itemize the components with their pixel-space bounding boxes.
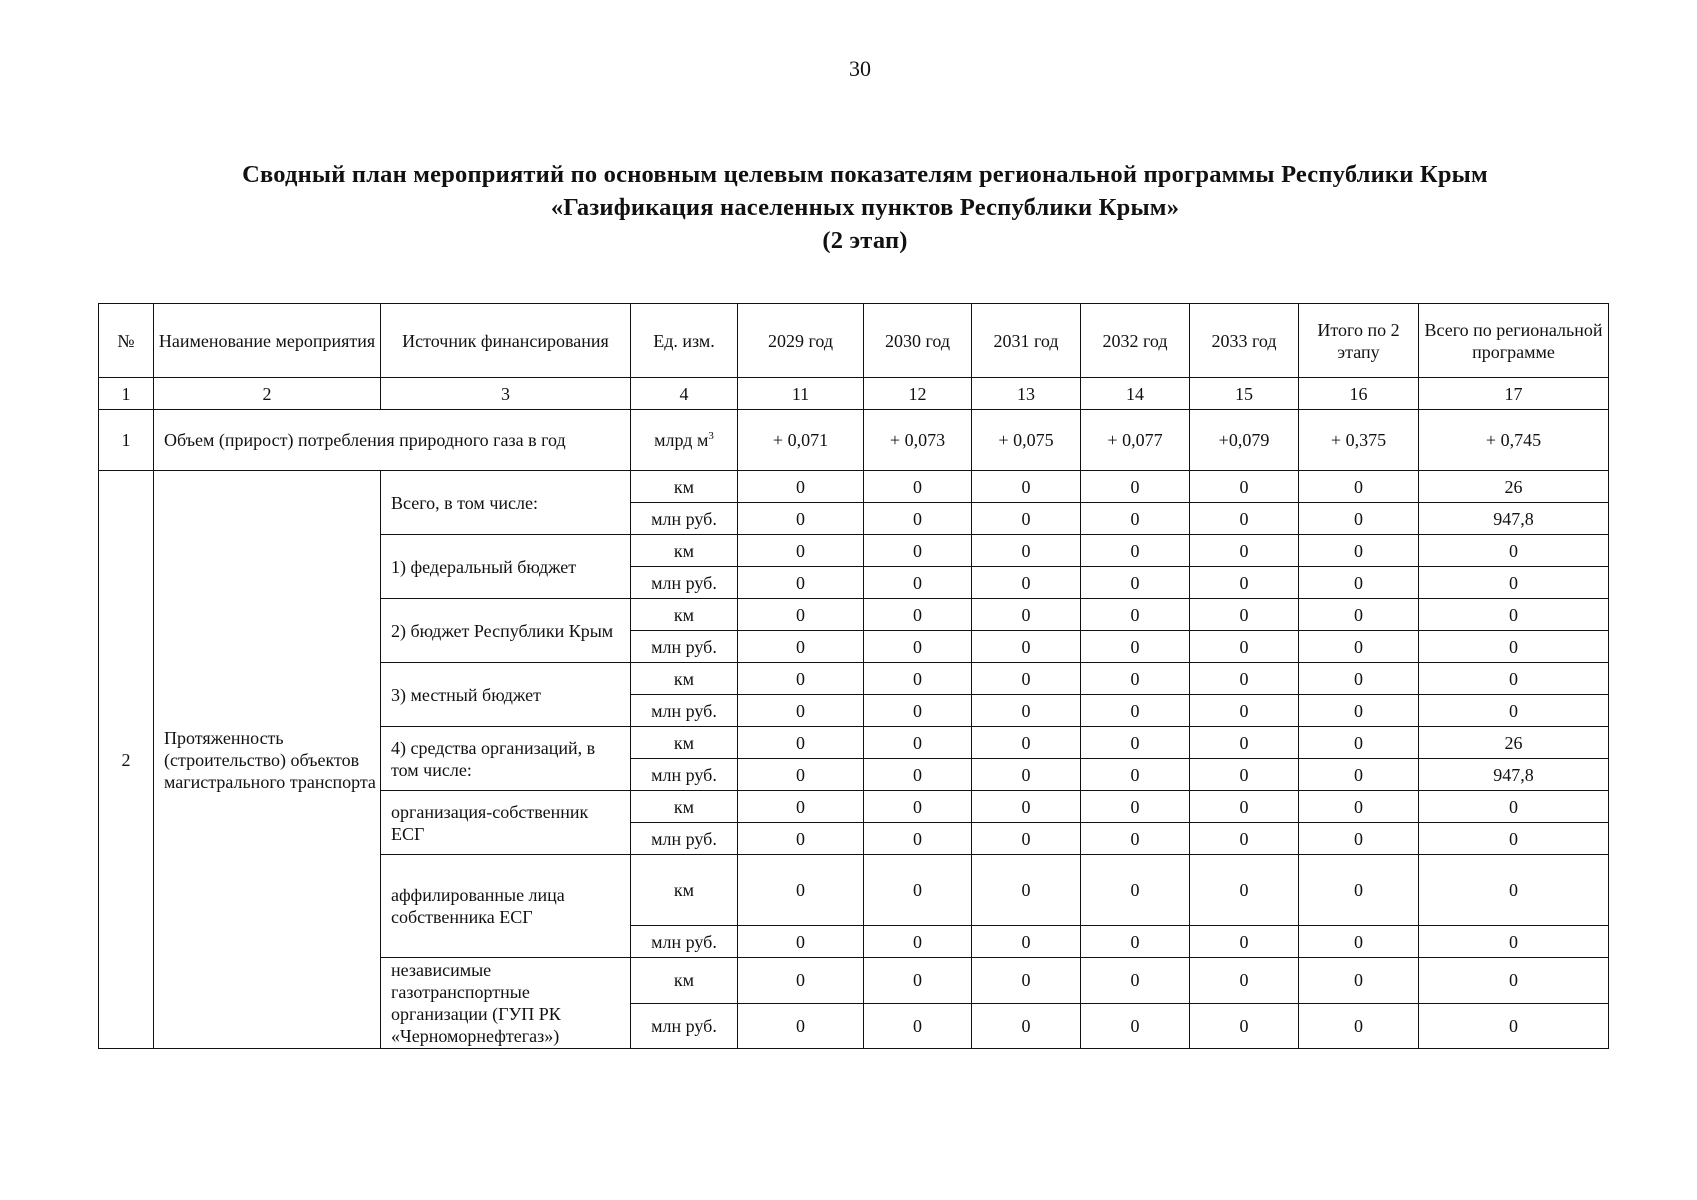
value-cell: 0 <box>1081 567 1190 599</box>
value-cell: 0 <box>1081 631 1190 663</box>
value-cell: 0 <box>1190 791 1299 823</box>
value-cell: 0 <box>972 567 1081 599</box>
value-cell: 0 <box>1190 471 1299 503</box>
value-cell: 0 <box>864 503 972 535</box>
col-number: 3 <box>381 378 631 410</box>
value-cell: 0 <box>1299 663 1419 695</box>
col-number: 1 <box>99 378 154 410</box>
value-cell: 0 <box>1081 1003 1190 1049</box>
header-cell: Источник финансирования <box>381 304 631 378</box>
financing-source: аффилированные лица собственника ЕСГ <box>381 855 631 958</box>
value-cell: 0 <box>972 663 1081 695</box>
unit-cell: км <box>631 791 738 823</box>
value-cell: 0 <box>1190 855 1299 926</box>
value-cell: 0 <box>1299 599 1419 631</box>
value-cell: 0 <box>1419 855 1609 926</box>
value-cell: 0 <box>972 503 1081 535</box>
header-cell: 2030 год <box>864 304 972 378</box>
col-number: 12 <box>864 378 972 410</box>
value-cell: 0 <box>1419 823 1609 855</box>
value-cell: 0 <box>1299 855 1419 926</box>
value-cell: 0 <box>1190 759 1299 791</box>
value-cell: 0 <box>864 759 972 791</box>
value-cell: 26 <box>1419 471 1609 503</box>
value-cell: 0 <box>1419 958 1609 1004</box>
value-cell: 0 <box>1081 471 1190 503</box>
value-cell: 0 <box>864 599 972 631</box>
unit-cell: млн руб. <box>631 1003 738 1049</box>
value-cell: 0 <box>1081 727 1190 759</box>
value-cell: 0 <box>1299 759 1419 791</box>
header-cell: Наименование мероприятия <box>154 304 381 378</box>
value-cell: 0 <box>972 823 1081 855</box>
table-row <box>99 471 1609 503</box>
financing-source: 3) местный бюджет <box>381 663 631 727</box>
row2-group <box>99 471 1609 1049</box>
value-cell: 0 <box>1190 663 1299 695</box>
plan-table <box>98 303 1609 1049</box>
unit-superscript: 3 <box>708 430 714 442</box>
value-cell: 0 <box>864 727 972 759</box>
value-cell: 0 <box>738 791 864 823</box>
unit-cell: млн руб. <box>631 759 738 791</box>
unit-cell: млн руб. <box>631 503 738 535</box>
value-cell: 0 <box>1190 1003 1299 1049</box>
value-cell: 0 <box>1299 958 1419 1004</box>
value-cell: 0 <box>1190 567 1299 599</box>
value-cell: 0 <box>738 855 864 926</box>
value-cell: 0 <box>1299 535 1419 567</box>
value-cell: 0 <box>1299 695 1419 727</box>
financing-source: 4) средства организаций, в том числе: <box>381 727 631 791</box>
header-cell: 2033 год <box>1190 304 1299 378</box>
value-cell: 0 <box>1190 727 1299 759</box>
value-cell: 0 <box>1081 759 1190 791</box>
row-number: 1 <box>99 410 154 471</box>
value-cell: 0 <box>1299 926 1419 958</box>
value-cell: 0 <box>864 958 972 1004</box>
unit-cell: км <box>631 471 738 503</box>
value-cell: 0 <box>864 695 972 727</box>
col-number: 13 <box>972 378 1081 410</box>
value-cell: 0 <box>738 695 864 727</box>
column-number-row <box>99 378 1609 410</box>
value-cell: 0 <box>972 1003 1081 1049</box>
value-cell: 0 <box>864 567 972 599</box>
value-cell: 0 <box>864 855 972 926</box>
value-cell: 0 <box>972 727 1081 759</box>
value-cell: 0 <box>738 727 864 759</box>
value-cell: 0 <box>1190 631 1299 663</box>
unit-cell: км <box>631 535 738 567</box>
value-cell: 0 <box>738 958 864 1004</box>
value-cell: + 0,071 <box>738 410 864 471</box>
value-cell: 0 <box>738 503 864 535</box>
value-cell: 0 <box>864 791 972 823</box>
value-cell: 0 <box>1081 503 1190 535</box>
value-cell: 0 <box>864 926 972 958</box>
value-cell: 0 <box>1299 567 1419 599</box>
col-number: 15 <box>1190 378 1299 410</box>
value-cell: 0 <box>1190 695 1299 727</box>
value-cell: 947,8 <box>1419 503 1609 535</box>
value-cell: 0 <box>1419 1003 1609 1049</box>
value-cell: + 0,375 <box>1299 410 1419 471</box>
value-cell: 0 <box>1299 503 1419 535</box>
value-cell: 0 <box>1419 791 1609 823</box>
value-cell: 0 <box>1419 663 1609 695</box>
value-cell: 0 <box>972 695 1081 727</box>
financing-source: Всего, в том числе: <box>381 471 631 535</box>
value-cell: 0 <box>1190 503 1299 535</box>
unit-cell <box>631 410 738 471</box>
col-number: 4 <box>631 378 738 410</box>
value-cell: 0 <box>1419 567 1609 599</box>
value-cell: 0 <box>1419 599 1609 631</box>
value-cell: + 0,073 <box>864 410 972 471</box>
value-cell: + 0,077 <box>1081 410 1190 471</box>
title-line-1: Сводный план мероприятий по основным целевым показателям региональной программы Республики Крым <box>242 161 1488 188</box>
unit-cell: млн руб. <box>631 567 738 599</box>
value-cell: 0 <box>1419 631 1609 663</box>
unit-cell: км <box>631 599 738 631</box>
value-cell: 0 <box>864 631 972 663</box>
value-cell: 0 <box>972 471 1081 503</box>
page-number: 30 <box>849 56 871 81</box>
col-number: 2 <box>154 378 381 410</box>
header-cell: Ед. изм. <box>631 304 738 378</box>
unit-cell: км <box>631 727 738 759</box>
value-cell: 0 <box>972 958 1081 1004</box>
value-cell: 0 <box>972 855 1081 926</box>
header-row <box>99 304 1609 378</box>
measure-name: Протяженность (строительство) объектов магистрального транспорта <box>154 471 381 1049</box>
col-number: 14 <box>1081 378 1190 410</box>
financing-source: 2) бюджет Республики Крым <box>381 599 631 663</box>
value-cell: 0 <box>864 663 972 695</box>
value-cell: 0 <box>864 1003 972 1049</box>
financing-source: независимые газотранспортные организации (ГУП РК «Черноморнефтегаз») <box>381 958 631 1049</box>
value-cell: 0 <box>738 631 864 663</box>
value-cell: 0 <box>1081 663 1190 695</box>
value-cell: 0 <box>1299 823 1419 855</box>
unit-cell: км <box>631 663 738 695</box>
value-cell: + 0,745 <box>1419 410 1609 471</box>
value-cell: 0 <box>1081 958 1190 1004</box>
value-cell: 0 <box>864 535 972 567</box>
value-cell: 0 <box>1081 823 1190 855</box>
header-cell: 2029 год <box>738 304 864 378</box>
value-cell: 0 <box>1299 1003 1419 1049</box>
header-cell: 2032 год <box>1081 304 1190 378</box>
unit-cell: км <box>631 958 738 1004</box>
financing-source: 1) федеральный бюджет <box>381 535 631 599</box>
unit-cell: млн руб. <box>631 926 738 958</box>
value-cell: 0 <box>972 535 1081 567</box>
unit-text: млрд м <box>654 430 709 450</box>
value-cell: 0 <box>972 631 1081 663</box>
value-cell: 0 <box>738 663 864 695</box>
unit-cell: млн руб. <box>631 695 738 727</box>
value-cell: 0 <box>1190 535 1299 567</box>
value-cell: 0 <box>972 926 1081 958</box>
value-cell: 0 <box>864 471 972 503</box>
measure-name: Объем (прирост) потребления природного газа в год <box>154 410 631 471</box>
row-number: 2 <box>99 471 154 1049</box>
value-cell: 0 <box>1081 695 1190 727</box>
value-cell: 0 <box>972 759 1081 791</box>
value-cell: +0,079 <box>1190 410 1299 471</box>
value-cell: 0 <box>1081 599 1190 631</box>
value-cell: 0 <box>1190 926 1299 958</box>
value-cell: 0 <box>1299 791 1419 823</box>
value-cell: 0 <box>1190 599 1299 631</box>
value-cell: 0 <box>864 823 972 855</box>
col-number: 11 <box>738 378 864 410</box>
value-cell: 0 <box>738 535 864 567</box>
value-cell: 0 <box>738 1003 864 1049</box>
value-cell: 0 <box>972 599 1081 631</box>
value-cell: 0 <box>1419 535 1609 567</box>
value-cell: 0 <box>972 791 1081 823</box>
value-cell: 0 <box>738 471 864 503</box>
value-cell: 0 <box>1190 958 1299 1004</box>
unit-cell: км <box>631 855 738 926</box>
value-cell: 0 <box>738 567 864 599</box>
unit-cell: млн руб. <box>631 631 738 663</box>
table-row <box>99 410 1609 471</box>
header-cell: Итого по 2 этапу <box>1299 304 1419 378</box>
value-cell: 0 <box>738 823 864 855</box>
value-cell: 0 <box>1081 926 1190 958</box>
unit-cell: млн руб. <box>631 823 738 855</box>
value-cell: 947,8 <box>1419 759 1609 791</box>
value-cell: 0 <box>1299 631 1419 663</box>
value-cell: 0 <box>1081 535 1190 567</box>
value-cell: + 0,075 <box>972 410 1081 471</box>
col-number: 17 <box>1419 378 1609 410</box>
value-cell: 26 <box>1419 727 1609 759</box>
value-cell: 0 <box>1190 823 1299 855</box>
value-cell: 0 <box>1299 471 1419 503</box>
header-cell: Всего по региональной программе <box>1419 304 1609 378</box>
value-cell: 0 <box>1299 727 1419 759</box>
value-cell: 0 <box>1081 855 1190 926</box>
col-number: 16 <box>1299 378 1419 410</box>
header-cell: 2031 год <box>972 304 1081 378</box>
value-cell: 0 <box>738 599 864 631</box>
value-cell: 0 <box>738 759 864 791</box>
value-cell: 0 <box>1419 926 1609 958</box>
value-cell: 0 <box>1081 791 1190 823</box>
title-line-2: «Газификация населенных пунктов Республики Крым» <box>550 194 1180 221</box>
title-line-3: (2 этап) <box>822 227 908 254</box>
header-cell: № <box>99 304 154 378</box>
value-cell: 0 <box>738 926 864 958</box>
document-title <box>0 158 1697 257</box>
financing-source: организация-собственник ЕСГ <box>381 791 631 855</box>
value-cell: 0 <box>1419 695 1609 727</box>
